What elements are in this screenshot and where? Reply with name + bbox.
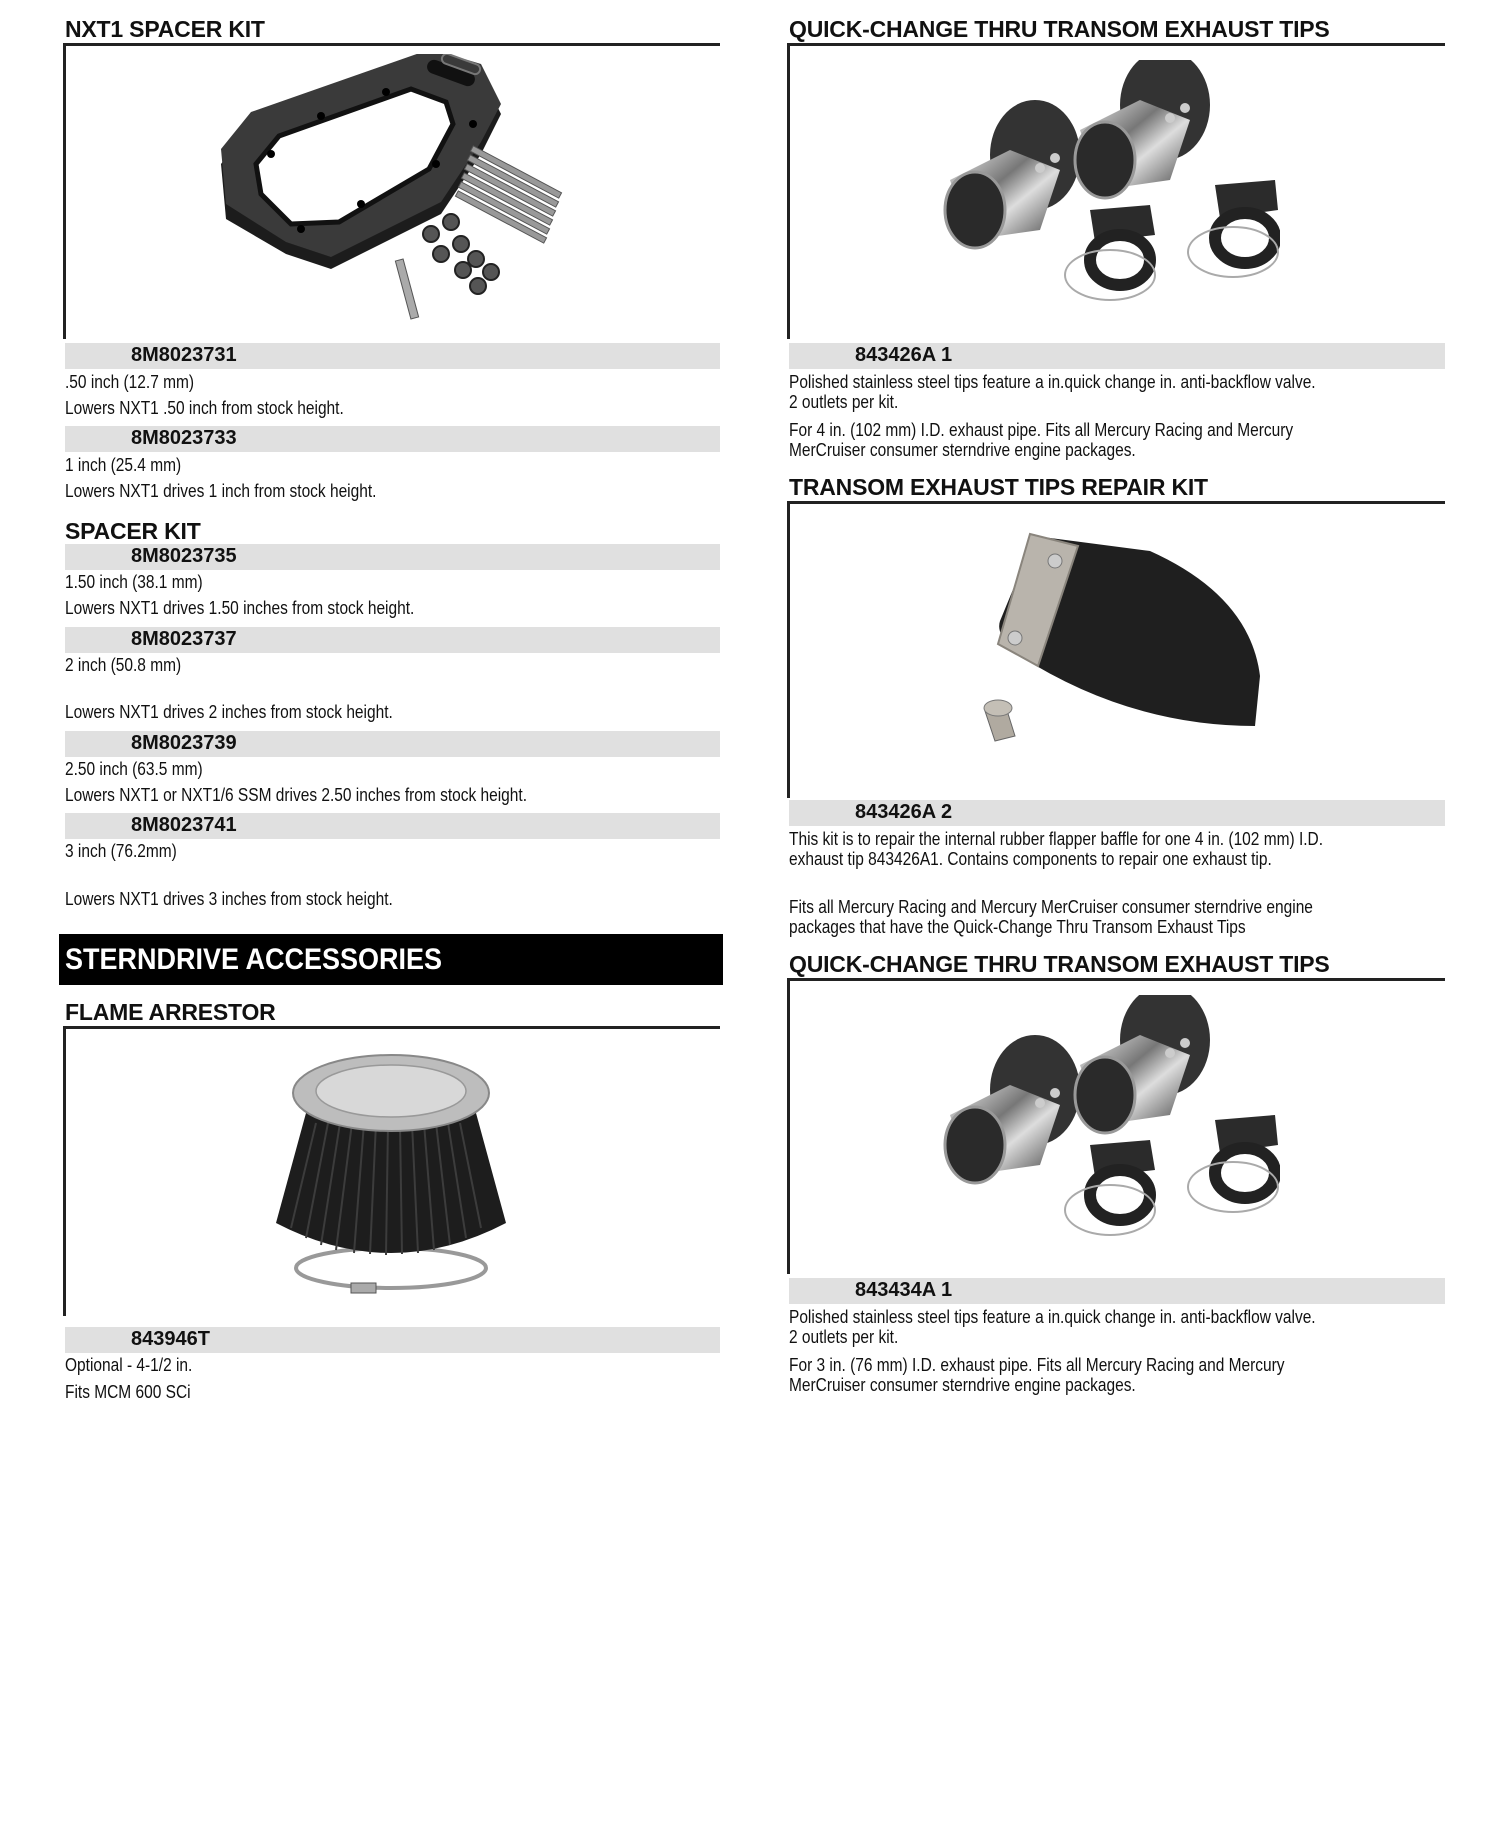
part-number: 843946T	[131, 1328, 210, 1350]
product-fitment	[789, 897, 1443, 937]
fitment-line: For 4 in. (102 mm) I.D. exhaust pipe. Fits all Mercury Racing and Mercury	[789, 420, 1294, 440]
section-title-spacer-kit: SPACER KIT	[65, 518, 201, 544]
part-number-bar	[789, 343, 1445, 369]
part-number-bar	[65, 544, 720, 570]
description-line: Polished stainless steel tips feature a in.quick change in. anti-backflow valve.	[789, 1307, 1316, 1327]
part-number: 8M8023737	[131, 628, 237, 650]
product-fitment	[789, 1355, 1443, 1395]
product-description	[789, 372, 1443, 412]
part-size: Optional - 4-1/2 in.	[65, 1355, 193, 1375]
part-number: 8M8023731	[131, 344, 237, 366]
part-number-bar	[65, 1327, 720, 1353]
part-number-bar	[789, 800, 1445, 826]
part-size: .50 inch (12.7 mm)	[65, 372, 195, 392]
fitment-line: MerCruiser consumer sterndrive engine packages.	[789, 440, 1136, 460]
banner-title: STERNDRIVE ACCESSORIES	[65, 943, 443, 976]
part-number-bar	[65, 343, 720, 369]
part-description: Lowers NXT1 drives 1.50 inches from stock height.	[65, 598, 415, 618]
part-number: 843426A 2	[855, 801, 953, 823]
part-number: 843434A 1	[855, 1279, 953, 1301]
flapper-baffle-image	[960, 526, 1270, 756]
part-size: 1.50 inch (38.1 mm)	[65, 572, 203, 592]
product-image-frame	[787, 501, 1445, 798]
part-number-bar	[65, 627, 720, 653]
description-line: This kit is to repair the internal rubber flapper baffle for one 4 in. (102 mm) I.D.	[789, 829, 1324, 849]
part-number: 8M8023741	[131, 814, 237, 836]
air-filter-image	[266, 1043, 516, 1303]
part-description: Lowers NXT1 or NXT1/6 SSM drives 2.50 inches from stock height.	[65, 785, 528, 805]
fitment-line: For 3 in. (76 mm) I.D. exhaust pipe. Fits all Mercury Racing and Mercury	[789, 1355, 1285, 1375]
part-description: Lowers NXT1 drives 3 inches from stock height.	[65, 889, 393, 909]
fitment-line: MerCruiser consumer sterndrive engine packages.	[789, 1375, 1136, 1395]
product-description	[789, 829, 1443, 869]
part-description: Fits MCM 600 SCi	[65, 1382, 191, 1402]
product-image-frame	[63, 1026, 720, 1316]
part-size: 1 inch (25.4 mm)	[65, 455, 182, 475]
description-line: 2 outlets per kit.	[789, 1327, 899, 1347]
part-number-bar	[65, 731, 720, 757]
description-line: Polished stainless steel tips feature a in.quick change in. anti-backflow valve.	[789, 372, 1316, 392]
exhaust-tips-image	[940, 995, 1280, 1255]
exhaust-tips-image	[940, 60, 1280, 320]
right-column	[787, 0, 1445, 1829]
part-number-bar	[65, 813, 720, 839]
part-number-bar	[65, 426, 720, 452]
part-description: Lowers NXT1 drives 2 inches from stock height.	[65, 702, 393, 722]
category-banner	[59, 934, 723, 985]
product-image-frame	[787, 43, 1445, 339]
section-title-flame-arrestor: FLAME ARRESTOR	[65, 999, 276, 1025]
part-size: 2 inch (50.8 mm)	[65, 655, 182, 675]
description-line: exhaust tip 843426A1. Contains components to repair one exhaust tip.	[789, 849, 1272, 869]
left-column	[63, 0, 720, 1829]
section-title-exhaust-tips: QUICK-CHANGE THRU TRANSOM EXHAUST TIPS	[789, 951, 1330, 977]
description-line: 2 outlets per kit.	[789, 392, 899, 412]
part-number: 843426A 1	[855, 344, 953, 366]
part-number: 8M8023733	[131, 427, 237, 449]
part-size: 2.50 inch (63.5 mm)	[65, 759, 203, 779]
product-description	[789, 1307, 1443, 1347]
product-fitment	[789, 420, 1443, 460]
part-number-bar	[789, 1278, 1445, 1304]
part-number: 8M8023739	[131, 732, 237, 754]
part-description: Lowers NXT1 .50 inch from stock height.	[65, 398, 344, 418]
fitment-line: Fits all Mercury Racing and Mercury MerCruiser consumer sterndrive engine	[789, 897, 1313, 917]
section-title-exhaust-tips: QUICK-CHANGE THRU TRANSOM EXHAUST TIPS	[789, 16, 1330, 42]
section-title-repair-kit: TRANSOM EXHAUST TIPS REPAIR KIT	[789, 474, 1208, 500]
part-size: 3 inch (76.2mm)	[65, 841, 177, 861]
part-number: 8M8023735	[131, 545, 237, 567]
section-title-nxt1-spacer-kit: NXT1 SPACER KIT	[65, 16, 265, 42]
product-image-frame	[787, 978, 1445, 1274]
fitment-line: packages that have the Quick-Change Thru Transom Exhaust Tips	[789, 917, 1246, 937]
spacer-plate-image	[211, 54, 571, 324]
part-description: Lowers NXT1 drives 1 inch from stock height.	[65, 481, 377, 501]
product-image-frame	[63, 43, 720, 339]
